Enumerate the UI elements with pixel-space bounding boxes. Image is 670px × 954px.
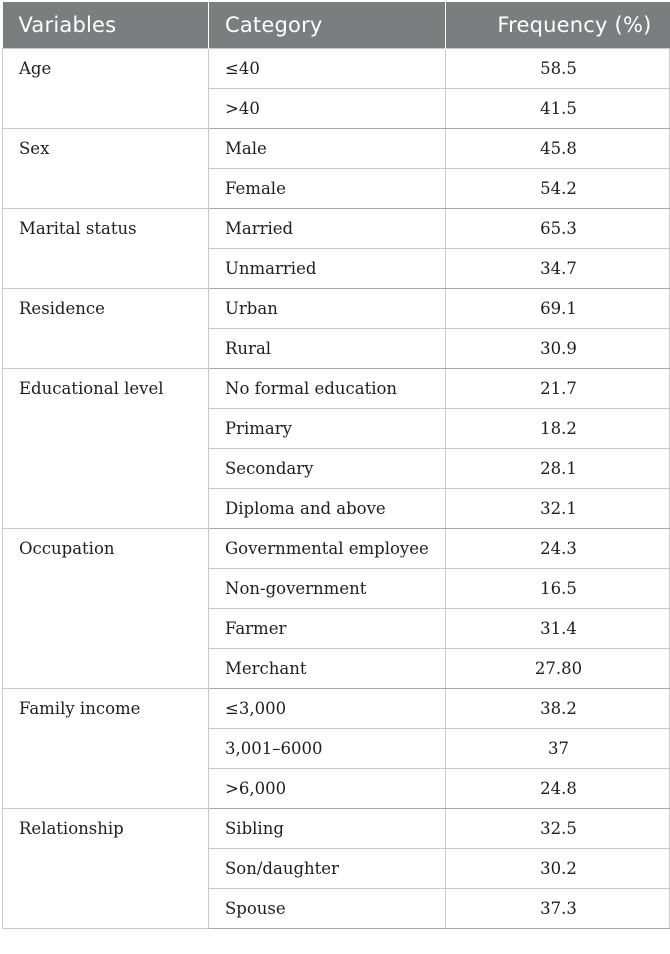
frequency-cell: 28.1 — [446, 449, 670, 489]
table-row — [3, 289, 670, 329]
category-cell: Unmarried — [209, 249, 446, 289]
column-header-variables: Variables — [3, 2, 209, 49]
frequency-cell: 58.5 — [446, 49, 670, 89]
table-row — [3, 369, 670, 409]
frequency-cell: 38.2 — [446, 689, 670, 729]
category-cell: Non-government — [209, 569, 446, 609]
category-cell: Married — [209, 209, 446, 249]
category-cell: Farmer — [209, 609, 446, 649]
frequency-cell: 24.3 — [446, 529, 670, 569]
frequency-cell: 32.1 — [446, 489, 670, 529]
frequency-cell: 21.7 — [446, 369, 670, 409]
category-cell: Governmental employee — [209, 529, 446, 569]
frequency-cell: 27.80 — [446, 649, 670, 689]
table-row — [3, 209, 670, 249]
variable-cell: Sex — [3, 129, 209, 209]
category-cell: Rural — [209, 329, 446, 369]
category-cell: Diploma and above — [209, 489, 446, 529]
category-cell: Urban — [209, 289, 446, 329]
table-row — [3, 129, 670, 169]
category-cell: >40 — [209, 89, 446, 129]
variable-cell: Age — [3, 49, 209, 129]
table-body — [3, 49, 670, 929]
category-cell: Male — [209, 129, 446, 169]
table-row — [3, 49, 670, 89]
category-cell: Merchant — [209, 649, 446, 689]
category-cell: ≤40 — [209, 49, 446, 89]
category-cell: >6,000 — [209, 769, 446, 809]
table-header — [3, 2, 670, 49]
frequency-cell: 30.2 — [446, 849, 670, 889]
variable-cell: Marital status — [3, 209, 209, 289]
category-cell: Spouse — [209, 889, 446, 929]
category-cell: Son/daughter — [209, 849, 446, 889]
frequency-cell: 32.5 — [446, 809, 670, 849]
header-row — [3, 2, 670, 49]
category-cell: ≤3,000 — [209, 689, 446, 729]
variable-cell: Family income — [3, 689, 209, 809]
category-cell: 3,001–6000 — [209, 729, 446, 769]
frequency-cell: 37.3 — [446, 889, 670, 929]
table-row — [3, 689, 670, 729]
frequency-cell: 30.9 — [446, 329, 670, 369]
frequency-cell: 54.2 — [446, 169, 670, 209]
frequency-cell: 24.8 — [446, 769, 670, 809]
table-row — [3, 809, 670, 849]
frequency-cell: 65.3 — [446, 209, 670, 249]
variable-cell: Residence — [3, 289, 209, 369]
frequency-cell: 37 — [446, 729, 670, 769]
frequency-table — [2, 2, 670, 929]
frequency-cell: 34.7 — [446, 249, 670, 289]
frequency-cell: 41.5 — [446, 89, 670, 129]
frequency-cell: 45.8 — [446, 129, 670, 169]
column-header-category: Category — [209, 2, 446, 49]
table-row — [3, 529, 670, 569]
category-cell: Sibling — [209, 809, 446, 849]
frequency-cell: 69.1 — [446, 289, 670, 329]
frequency-cell: 16.5 — [446, 569, 670, 609]
frequency-cell: 31.4 — [446, 609, 670, 649]
frequency-cell: 18.2 — [446, 409, 670, 449]
variable-cell: Relationship — [3, 809, 209, 929]
category-cell: No formal education — [209, 369, 446, 409]
variable-cell: Educational level — [3, 369, 209, 529]
variable-cell: Occupation — [3, 529, 209, 689]
category-cell: Female — [209, 169, 446, 209]
column-header-frequency: Frequency (%) — [446, 2, 670, 49]
category-cell: Secondary — [209, 449, 446, 489]
category-cell: Primary — [209, 409, 446, 449]
